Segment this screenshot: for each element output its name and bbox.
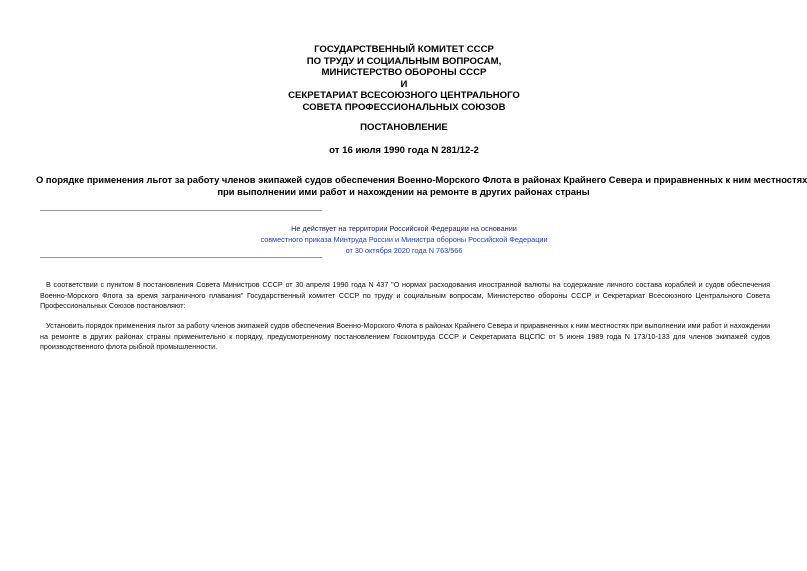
- document-type: ПОСТАНОВЛЕНИЕ: [360, 122, 448, 133]
- validity-status-note: [160, 223, 648, 256]
- resolution-paragraph: [40, 321, 770, 353]
- status-text: Не действует на территории Российской Федерации на основании: [291, 224, 517, 233]
- paragraph-line: на ремонте в других районах страны применительно к порядку, предусмотренному постановлением Госкомтруда СССР и Секретариата ВЦСПС от 5 июня 1989 года N 173/10-133 для членов экипажей судов: [40, 331, 770, 341]
- document-date-number: от 16 июля 1990 года N 281/12-2: [329, 145, 479, 156]
- divider: [40, 257, 322, 258]
- authority-line: СОВЕТА ПРОФЕССИОНАЛЬНЫХ СОЮЗОВ: [302, 101, 506, 113]
- divider: [40, 210, 322, 211]
- preamble-paragraph: [40, 280, 770, 312]
- document-title: [36, 174, 807, 198]
- authority-line: СЕКРЕТАРИАТ ВСЕСОЮЗНОГО ЦЕНТРАЛЬНОГО: [288, 90, 520, 102]
- repeal-order-link[interactable]: совместного приказа Минтруда России и Министра обороны Российской Федерации: [260, 235, 548, 244]
- authority-line: ПО ТРУДУ И СОЦИАЛЬНЫМ ВОПРОСАМ,: [306, 55, 502, 67]
- authority-line: И: [400, 78, 408, 90]
- paragraph-line: производственного флота рыбной промышленности.: [40, 342, 218, 352]
- paragraph-line: Профессиональных Союзов постановляют:: [40, 301, 186, 311]
- repeal-order-date-link[interactable]: от 30 октября 2020 года N 763/566: [345, 246, 463, 255]
- issuing-authorities: [160, 44, 648, 114]
- paragraph-line: Военно-Морского Флота за время заграничного плавания" Государственный комитет СССР по труду и социальным вопросам, Министерство обороны СССР и Секретариат Всесоюзного Центрального Совета: [40, 290, 770, 300]
- title-line: при выполнении ими работ и нахождении на ремонте в других районах страны: [217, 186, 590, 198]
- paragraph-line: В соответствии с пунктом 8 постановления Совета Министров СССР от 30 апреля 1990 года N 437 "О нормах расходования иностранной валюты на содержание личного состава кораблей и судов обеспечения: [46, 280, 770, 289]
- authority-line: ГОСУДАРСТВЕННЫЙ КОМИТЕТ СССР: [314, 44, 494, 55]
- title-line: О порядке применения льгот за работу членов экипажей судов обеспечения Военно-Морского Флота в районах Крайнего Севера и приравненных к ним местностях: [36, 174, 807, 185]
- paragraph-line: Установить порядок применения льгот за работу членов экипажей судов обеспечения Военно-Морского Флота в районах Крайнего Севера и приравненных к ним местностях при выполнении ими работ и нахождении: [46, 321, 770, 330]
- authority-line: МИНИСТЕРСТВО ОБОРОНЫ СССР: [321, 67, 487, 79]
